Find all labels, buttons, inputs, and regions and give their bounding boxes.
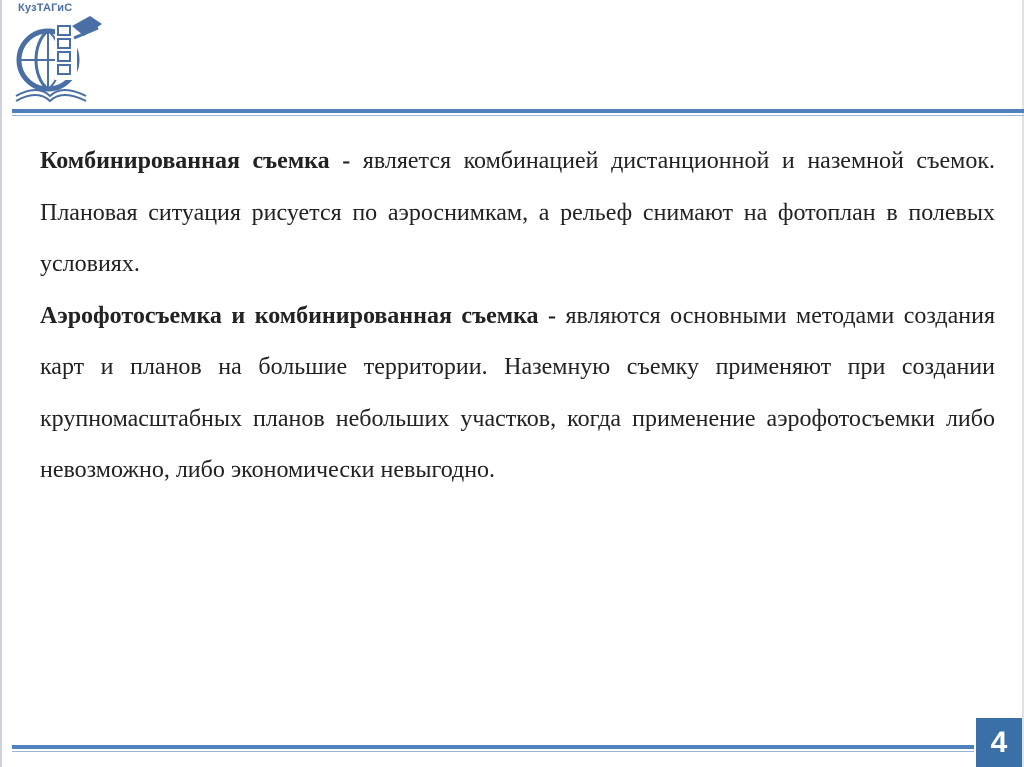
header-divider — [12, 109, 1024, 113]
definition-aerial-survey: являются основными методами создания карт и планов на большие территории. Наземную съемку применяют при создании крупномасштабных планов небольших участков, когда применение аэрофотосъемки либо невозможно, либо экономически невыгодно. — [40, 302, 995, 483]
term-combined-survey: Комбинированная съемка - — [40, 148, 351, 174]
definition-combined-survey: является комбинацией дистанционной и наземной съемок. Плановая ситуация рисуется по аэроснимкам, а рельеф снимают на фотоплан в полевых условиях. — [40, 148, 995, 277]
logo-text: КузТАГиС — [18, 2, 73, 14]
header-divider-thin — [12, 115, 1024, 116]
globe-book-logo-icon — [10, 2, 110, 106]
footer-divider-thin — [12, 751, 974, 752]
slide-body — [40, 136, 995, 497]
paragraph-combined-survey — [40, 136, 995, 291]
paragraph-aerial-survey — [40, 291, 995, 497]
institution-logo — [10, 2, 110, 106]
footer-divider — [12, 745, 974, 749]
page-number-badge: 4 — [976, 718, 1022, 767]
term-aerial-survey: Аэрофотосъемка и комбинированная съемка - — [40, 302, 556, 329]
slide-left-border — [0, 0, 2, 767]
